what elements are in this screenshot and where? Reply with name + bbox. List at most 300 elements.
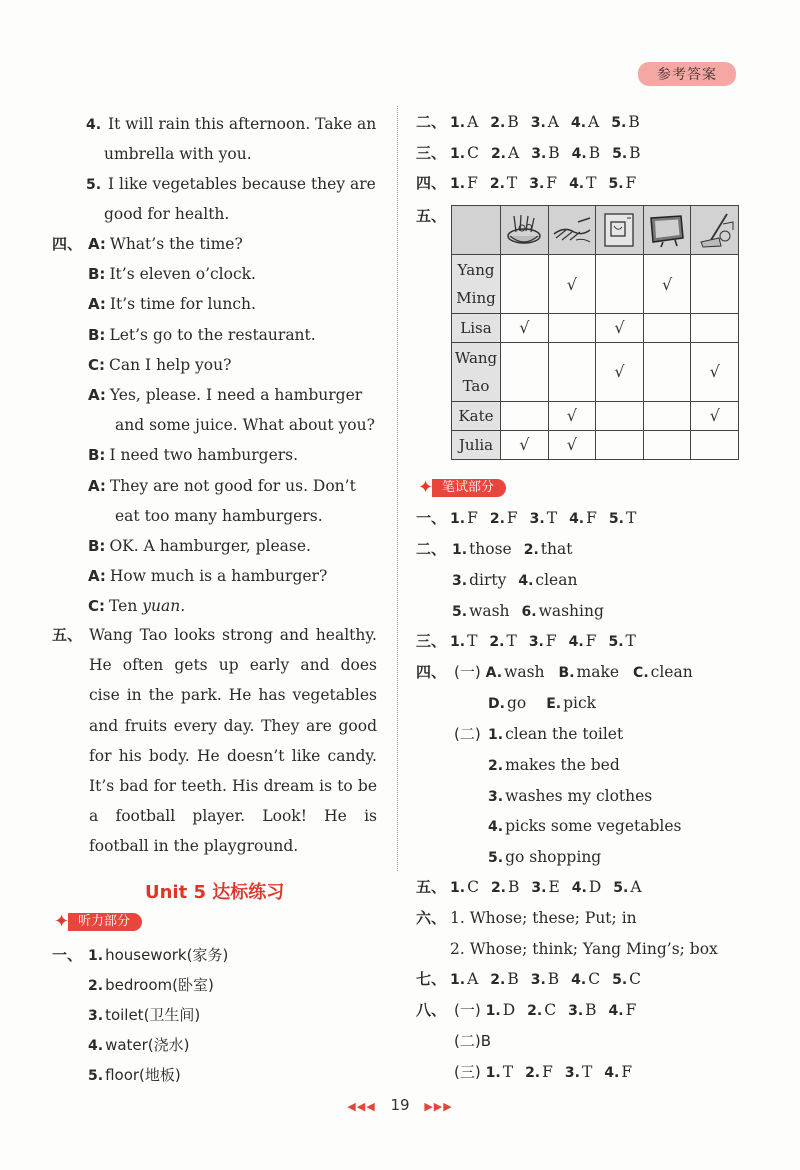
answer-value: A <box>508 144 520 162</box>
item-number: 5. <box>608 511 624 527</box>
item-number: 5. <box>452 604 468 620</box>
table-row <box>452 313 739 342</box>
answer-pair <box>452 602 510 620</box>
answer-pair <box>450 878 479 896</box>
dialog-line <box>88 325 316 345</box>
answer-row <box>454 1062 644 1083</box>
answer-value: F <box>546 174 558 192</box>
answer-row <box>488 816 695 837</box>
washing-clothes-picture <box>596 210 643 250</box>
answer-pair <box>569 174 596 192</box>
answer-text: It will rain this afternoon. Take an <box>108 115 377 133</box>
answer-pair <box>529 174 557 192</box>
item-number: 2. <box>525 1065 541 1081</box>
item-number: 4. <box>569 511 585 527</box>
answer-row <box>450 508 648 529</box>
answer-value: B <box>507 113 519 131</box>
answer-value: C <box>467 144 479 162</box>
answer-value: B <box>585 1001 597 1019</box>
item-number: 4. <box>571 972 587 988</box>
answer-pair <box>572 878 602 896</box>
dialog-text: It’s time for lunch. <box>109 295 256 314</box>
answer-value: wash <box>504 663 545 681</box>
dialog-text: It’s eleven o’clock. <box>109 265 256 284</box>
answer-value: A <box>467 970 479 988</box>
answer-pair <box>491 878 519 896</box>
section-label: 二、 <box>416 113 447 131</box>
section-tag-label: 笔试部分 <box>432 479 506 497</box>
answer-pair <box>604 1063 632 1081</box>
answer-value: T <box>502 1063 514 1081</box>
answer-value: T <box>625 509 637 527</box>
answer-value: F <box>621 1063 633 1081</box>
empty-cell <box>596 430 644 459</box>
page-number: 19 <box>390 1096 410 1114</box>
passage-line: for his body. He doesn’t like candy. <box>89 746 377 765</box>
answer-value: B <box>628 113 640 131</box>
answer-value: washing <box>538 602 604 620</box>
italic-word: yuan <box>142 597 181 616</box>
speaker-label: A: <box>88 386 106 404</box>
answer-pair <box>488 787 652 805</box>
answer-text: 1. Whose; these; Put; in <box>450 909 637 927</box>
written-section-tag <box>418 478 506 498</box>
answer-row <box>454 1000 648 1021</box>
part-label: (一) <box>454 1001 481 1019</box>
item-number: 5. <box>612 146 628 162</box>
vocab-text: housework(家务) <box>105 946 229 964</box>
answer-pair <box>531 113 559 131</box>
answer-pair <box>609 509 636 527</box>
table-header-cell <box>643 206 691 255</box>
item-number: 2. <box>489 511 505 527</box>
item-number: 3. <box>531 146 547 162</box>
answer-value: C <box>467 878 479 896</box>
answer-value: A <box>588 113 600 131</box>
section-label: 一、 <box>416 509 447 527</box>
section-label: 四、 <box>416 663 447 681</box>
answer-pair <box>488 817 681 835</box>
section-label: 七、 <box>416 970 447 988</box>
listening-section-tag <box>54 912 142 932</box>
item-number: C. <box>633 665 649 681</box>
student-name-cell <box>452 343 501 401</box>
answer-pair <box>450 970 478 988</box>
student-name: Lisa <box>460 318 492 337</box>
answer-value: T <box>467 632 478 650</box>
answer-pair <box>490 174 517 192</box>
answer-key-badge: 参考答案 <box>638 62 736 86</box>
item-number: 1. <box>488 727 504 743</box>
answer-pair <box>488 725 623 743</box>
vocab-item <box>88 1065 181 1086</box>
dialog-line <box>88 476 356 496</box>
table-header-cell <box>548 206 596 255</box>
speaker-label: B: <box>88 537 106 555</box>
item-number: 3. <box>488 788 504 805</box>
answer-row <box>488 786 666 807</box>
item-number: 4. <box>88 1038 104 1054</box>
answer-value: clean the toilet <box>505 725 624 743</box>
answer-pair <box>609 1001 637 1019</box>
empty-cell <box>501 255 549 313</box>
dialog-text: They are not good for us. Don’t <box>109 476 356 495</box>
empty-cell <box>643 401 691 430</box>
answer-row <box>488 755 634 776</box>
passage-line: a football player. Look! He is <box>89 807 377 826</box>
page-footer <box>330 1096 470 1114</box>
item-number: 5. <box>88 1068 104 1084</box>
item-number: 3. <box>528 634 544 650</box>
dialog-text: Ten <box>109 597 143 616</box>
answer-value: F <box>585 632 597 650</box>
student-name: Ming <box>456 289 496 308</box>
dialog-text: OK. A hamburger, please. <box>109 537 311 555</box>
student-name-cell <box>452 430 501 459</box>
section-label: 八、 <box>416 1001 447 1019</box>
item-number: 4. <box>569 176 585 192</box>
answer-value: T <box>506 174 518 192</box>
answer-pair <box>488 694 526 712</box>
item-number: 2. <box>523 542 539 558</box>
answer-value: C <box>629 970 642 988</box>
answer-value: F <box>467 174 478 192</box>
tv-picture <box>644 210 691 250</box>
item-number: 4. <box>86 117 102 133</box>
table-corner-cell <box>452 206 501 255</box>
answer-pair <box>490 509 518 527</box>
item-number: 3. <box>529 511 545 527</box>
section-label: 五、 <box>52 626 83 644</box>
item-number: 1. <box>452 542 468 558</box>
empty-cell <box>501 343 549 401</box>
dialog-text: What’s the time? <box>109 235 243 253</box>
speaker-label: B: <box>88 325 106 344</box>
part-label: (二) <box>454 725 481 743</box>
section-label: 三、 <box>416 144 447 162</box>
answer-value: B <box>508 878 520 896</box>
item-number: 4. <box>568 634 584 650</box>
answer-pair <box>490 113 518 131</box>
speaker-label: A: <box>88 235 106 253</box>
item-number: 5. <box>613 880 629 896</box>
item-number: 1. <box>450 511 466 527</box>
item-number: 1. <box>450 176 466 192</box>
student-name: Yang <box>457 261 495 280</box>
answer-value: that <box>540 540 573 558</box>
student-name-cell <box>452 255 501 313</box>
answer-value: T <box>586 174 597 192</box>
vocab-text: toilet(卫生间) <box>105 1006 201 1024</box>
answer-value: B <box>547 970 560 988</box>
answer-value: A <box>547 113 559 131</box>
item-number: 3. <box>452 573 468 589</box>
answer-pair <box>450 113 478 131</box>
answer-pair <box>488 756 620 774</box>
item-number: 2. <box>488 757 504 774</box>
passage-line: and fruits every day. They are good <box>89 716 377 735</box>
empty-cell <box>643 430 691 459</box>
item-number: 5. <box>488 850 504 867</box>
answer-value: T <box>581 1063 593 1081</box>
passage-line: It’s bad for teeth. His dream is to be <box>89 777 377 795</box>
answer-pair <box>486 1001 516 1019</box>
speaker-label: A: <box>88 567 106 586</box>
answer-value: B <box>507 970 519 988</box>
dialog-text: and some juice. What about you? <box>115 416 375 435</box>
table-row <box>452 255 739 313</box>
student-name: Wang <box>454 348 498 367</box>
mopping-picture <box>691 210 738 250</box>
item-number: 1. <box>485 1065 501 1081</box>
answer-pair <box>524 540 573 558</box>
vocab-item <box>88 945 228 966</box>
empty-cell <box>691 313 739 342</box>
passage-line: cise in the park. He has vegetables <box>89 686 377 705</box>
answer-text: (二)B <box>454 1032 491 1050</box>
chores-table <box>451 205 739 460</box>
answer-value: dirty <box>469 571 507 589</box>
left-arrows-icon: ◀◀◀ <box>347 1100 376 1113</box>
item-number: 4. <box>608 1003 624 1019</box>
answer-pair <box>450 144 479 162</box>
dialog-line <box>88 445 298 465</box>
item-number: 3. <box>530 972 546 988</box>
item-number: 6. <box>521 604 537 620</box>
dialog-text: How much is a hamburger? <box>109 567 328 586</box>
item-number: 2. <box>489 634 505 650</box>
answer-value: D <box>588 878 602 896</box>
section-label: 二、 <box>416 540 447 558</box>
answer-pair <box>452 571 506 589</box>
section-label: 四、 <box>416 174 447 192</box>
answer-value: T <box>546 509 558 527</box>
answer-text: umbrella with you. <box>104 145 252 163</box>
answer-pair <box>613 878 641 896</box>
sweeping-picture <box>549 210 596 250</box>
item-number: 5. <box>611 115 627 131</box>
answer-value: go <box>506 694 527 712</box>
item-number: 3. <box>88 1008 104 1024</box>
item-number: 1. <box>450 115 466 131</box>
answer-value: washes my clothes <box>505 786 653 805</box>
empty-cell <box>596 255 644 313</box>
speaker-label: B: <box>88 265 106 284</box>
section-tag-label: 听力部分 <box>68 913 142 931</box>
vocab-item <box>88 1035 190 1056</box>
dialog-line <box>88 234 243 254</box>
vocab-text: water(浇水) <box>105 1036 190 1054</box>
answer-row <box>452 601 616 622</box>
answer-pair <box>486 1063 513 1081</box>
section-label: 六、 <box>416 909 447 927</box>
answer-pair <box>608 632 635 650</box>
check-mark-cell: √ <box>548 401 596 430</box>
item-number: D. <box>488 696 505 712</box>
empty-cell <box>596 401 644 430</box>
passage-line: football in the playground. <box>89 837 299 856</box>
check-mark-cell: √ <box>596 313 644 342</box>
dialog-text: . <box>180 597 186 616</box>
dialog-line <box>88 355 231 375</box>
star-icon: ✦ <box>418 477 434 498</box>
answer-pair <box>571 970 600 988</box>
answer-pair <box>491 144 519 162</box>
answer-row <box>450 173 648 194</box>
answer-pair <box>450 632 477 650</box>
speaker-label: A: <box>88 476 106 495</box>
dialog-line <box>115 506 323 526</box>
empty-cell <box>643 313 691 342</box>
dialog-line <box>88 566 327 586</box>
answer-value: D <box>502 1001 516 1019</box>
item-number: 3. <box>529 176 545 192</box>
answer-pair <box>569 632 597 650</box>
answer-pair <box>611 113 639 131</box>
check-mark-cell: √ <box>548 430 596 459</box>
answer-value: C <box>544 1001 557 1019</box>
table-row <box>452 401 739 430</box>
check-mark-cell: √ <box>643 255 691 313</box>
answer-value: F <box>586 509 597 527</box>
table-header-cell <box>691 206 739 255</box>
section-label: 一、 <box>52 946 83 964</box>
answer-value: B <box>588 144 601 162</box>
item-number: 3. <box>530 115 546 131</box>
answer-pair <box>559 663 620 681</box>
student-name-cell <box>452 313 501 342</box>
speaker-label: C: <box>88 597 106 616</box>
answer-value: F <box>506 509 518 527</box>
item-number: A. <box>485 665 503 681</box>
answer-value: clean <box>535 571 578 589</box>
section-label: 三、 <box>416 632 447 650</box>
empty-cell <box>548 343 596 401</box>
answer-row <box>450 969 653 990</box>
answer-value: A <box>467 113 479 131</box>
student-name-cell <box>452 401 501 430</box>
answer-pair <box>531 970 559 988</box>
answer-value: F <box>625 174 637 192</box>
item-number: 3. <box>531 880 547 896</box>
answer-value: T <box>625 632 636 650</box>
item-number: 2. <box>490 880 506 896</box>
answer-pair <box>565 1063 592 1081</box>
answer-pair <box>531 144 559 162</box>
answer-pair <box>518 571 577 589</box>
dialog-line <box>115 415 375 435</box>
item-number: 1. <box>450 634 466 650</box>
answer-item <box>86 174 376 195</box>
dialog-line <box>88 264 256 284</box>
answer-pair <box>527 1001 556 1019</box>
passage-line: Wang Tao looks strong and healthy. <box>89 626 377 644</box>
answer-pair <box>490 970 518 988</box>
dialog-line <box>88 294 256 314</box>
item-number: 1. <box>88 948 104 964</box>
answer-value: F <box>542 1063 553 1081</box>
item-number: 3. <box>564 1065 580 1081</box>
student-name: Julia <box>458 435 494 454</box>
vocab-item <box>88 975 214 996</box>
dialog-text: Yes, please. I need a hamburger <box>109 386 363 404</box>
answer-pair <box>546 694 596 712</box>
item-number: 2. <box>490 972 506 988</box>
check-mark-cell: √ <box>548 255 596 313</box>
item-number: 3. <box>568 1003 584 1019</box>
answer-pair <box>486 663 545 681</box>
answer-pair <box>531 878 559 896</box>
empty-cell <box>548 313 596 342</box>
answer-pair <box>525 1063 553 1081</box>
answer-pair <box>572 144 600 162</box>
answer-row <box>488 693 616 714</box>
section-label: 四、 <box>52 235 83 253</box>
dialog-text: eat too many hamburgers. <box>115 506 323 525</box>
answer-text: good for health. <box>104 205 230 223</box>
answer-row <box>454 662 707 683</box>
washing-dishes-picture <box>501 210 548 250</box>
section-label: 五、 <box>416 878 447 896</box>
answer-value: go shopping <box>505 848 602 867</box>
answer-pair <box>608 174 636 192</box>
answer-pair <box>568 1001 596 1019</box>
answer-value: B <box>548 144 560 162</box>
answer-value: F <box>545 632 557 650</box>
dialog-text: Let’s go to the restaurant. <box>109 325 316 344</box>
item-number: 5. <box>86 177 102 193</box>
item-number: 5. <box>608 634 624 650</box>
check-mark-cell: √ <box>596 343 644 401</box>
part-label: (一) <box>454 663 481 681</box>
table-header-cell <box>596 206 644 255</box>
answer-row <box>450 631 648 652</box>
check-mark-cell: √ <box>501 430 549 459</box>
answer-pair <box>530 509 557 527</box>
item-number: 2. <box>88 978 104 994</box>
answer-value: pick <box>563 694 597 712</box>
part-label: (三) <box>454 1063 481 1081</box>
answer-pair <box>633 663 693 681</box>
table-row <box>452 343 739 401</box>
answer-item <box>86 114 376 135</box>
item-number: 4. <box>518 573 534 589</box>
answer-pair <box>571 113 599 131</box>
item-number: 2. <box>490 115 506 131</box>
vocab-text: bedroom(卧室) <box>105 976 214 994</box>
check-mark-cell: √ <box>501 313 549 342</box>
item-number: 1. <box>485 1003 501 1019</box>
answer-pair <box>612 144 640 162</box>
dialog-text: I need two hamburgers. <box>109 446 299 465</box>
answer-value: F <box>467 509 478 527</box>
table-header-cell <box>501 206 549 255</box>
answer-row <box>452 570 589 591</box>
answer-pair <box>489 632 516 650</box>
empty-cell <box>643 343 691 401</box>
item-number: 1. <box>450 972 466 988</box>
speaker-label: A: <box>88 295 106 314</box>
empty-cell <box>501 401 549 430</box>
item-number: 4. <box>571 880 587 896</box>
item-number: 4. <box>488 819 504 836</box>
dialog-line <box>88 385 362 405</box>
answer-pair <box>612 970 641 988</box>
answer-text: 2. Whose; think; Yang Ming’s; box <box>450 940 718 958</box>
item-number: E. <box>546 696 562 712</box>
table-header-row <box>452 206 739 255</box>
answer-row <box>450 143 653 164</box>
